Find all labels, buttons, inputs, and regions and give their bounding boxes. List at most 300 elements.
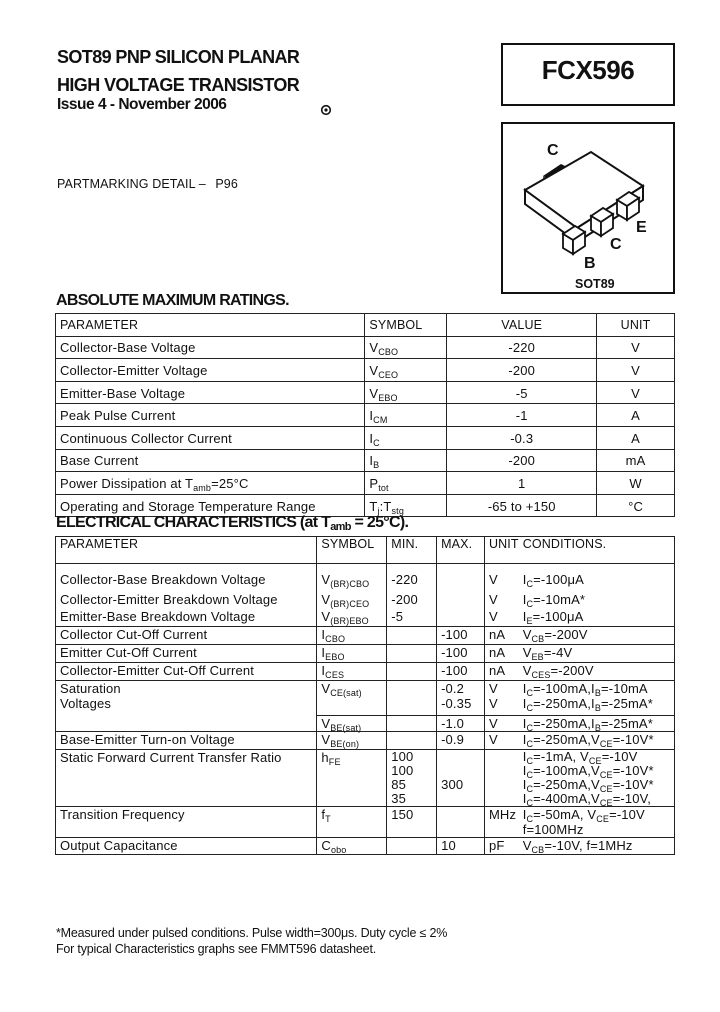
ec-condition-line xyxy=(523,572,670,587)
ec-row xyxy=(56,663,675,681)
ec-condition-line-bs: CE xyxy=(588,756,602,766)
ec-condition-line xyxy=(523,696,670,711)
ec-unit: nA xyxy=(484,645,522,663)
amr-symbol-main-sub: B xyxy=(373,460,380,471)
ec-unit: nA xyxy=(484,663,522,681)
amr-value: -220 xyxy=(447,336,597,359)
amr-symbol xyxy=(365,336,447,359)
ec-unit: V xyxy=(484,716,522,732)
ec-min-line: 85 xyxy=(391,777,407,792)
amr-symbol xyxy=(365,404,447,427)
ec-condition-line-a: I xyxy=(522,777,527,792)
amr-parameter-tail: =25°C xyxy=(211,475,249,491)
ec-symbol-text xyxy=(321,716,361,731)
ec-symbol-text-base: I xyxy=(321,627,326,642)
ec-condition-line-as: CB xyxy=(531,845,545,855)
ec-symbol xyxy=(317,716,387,732)
ec-symbol-text-base: V xyxy=(321,609,331,624)
ec-condition-line-c: =-10V* xyxy=(612,777,654,792)
amr-symbol-main-sub: CBO xyxy=(378,347,399,358)
ec-min: -220 xyxy=(387,564,437,593)
ec-min: -200 xyxy=(387,592,437,609)
amr-row xyxy=(56,381,675,404)
amr-row xyxy=(56,359,675,382)
ec-condition-line-b: =-250mA,V xyxy=(533,732,600,747)
ec-max-line: -0.35 xyxy=(441,696,472,711)
ec-max: -0.9 xyxy=(437,732,485,750)
ec-unit: V xyxy=(484,592,522,609)
ec-conditions xyxy=(523,716,675,732)
ec-unit: V xyxy=(484,564,522,593)
amr-header-row xyxy=(56,314,675,337)
ec-symbol-text-sub: (BR)CBO xyxy=(330,579,370,589)
ec-condition-line-c: =-10V* xyxy=(612,763,654,778)
amr-value: -200 xyxy=(447,359,597,382)
amr-parameter-text: Power Dissipation at T xyxy=(60,475,194,491)
ec-min-line: 35 xyxy=(391,791,407,806)
part-number-box xyxy=(501,43,675,106)
amr-unit: V xyxy=(597,381,675,404)
ec-row-ft xyxy=(56,807,675,838)
amr-header-value: VALUE xyxy=(447,314,597,337)
amr-symbol-main-base: T xyxy=(369,498,378,514)
ec-condition-line-a: I xyxy=(522,592,527,607)
ec-parameter: Emitter Cut-Off Current xyxy=(56,645,317,663)
ec-parameter: Collector-Emitter Breakdown Voltage xyxy=(56,592,317,609)
ec-unit: MHz xyxy=(484,807,522,838)
ec-condition-line-a: I xyxy=(522,696,527,711)
ec-symbol xyxy=(317,627,387,645)
footnote-pulsed: *Measured under pulsed conditions. Pulse width=300μs. Duty cycle ≤ 2% xyxy=(56,926,448,940)
ec-row-hfe xyxy=(56,750,675,807)
ec-symbol-text xyxy=(321,732,359,747)
ec-symbol-text-sub: T xyxy=(325,814,331,824)
ec-condition-line-a: V xyxy=(522,645,532,660)
ec-max xyxy=(437,592,485,609)
ec-symbol-text-base: V xyxy=(321,716,331,731)
amr-symbol-extra-base: :T xyxy=(379,498,392,514)
amr-parameter-text: Collector-Base Voltage xyxy=(60,340,196,356)
ec-row-saturation-ce xyxy=(56,681,675,716)
amr-value: -5 xyxy=(447,381,597,404)
amr-header-parameter: PARAMETER xyxy=(56,314,365,337)
ec-symbol-text xyxy=(321,609,368,624)
ec-row xyxy=(56,627,675,645)
ec-parameter: Transition Frequency xyxy=(56,807,317,838)
ec-title-sub: amb xyxy=(330,521,351,533)
ec-condition-line-b: =-4V xyxy=(543,645,573,660)
ec-symbol-text xyxy=(321,572,369,587)
ec-condition-line-a: I xyxy=(522,609,527,624)
ec-parameter xyxy=(56,681,317,732)
ec-max: -100 xyxy=(437,663,485,681)
ec-condition-line-a: I xyxy=(522,791,527,806)
ec-symbol-text-sub: CE(sat) xyxy=(330,688,362,698)
ec-symbol-text-sub: CBO xyxy=(325,634,346,644)
amr-symbol-main xyxy=(369,386,397,401)
amr-row xyxy=(56,336,675,359)
amr-symbol-main-base: I xyxy=(369,453,374,469)
amr-symbol-main-base: V xyxy=(369,340,379,356)
ec-unit: nA xyxy=(484,627,522,645)
amr-header-symbol: SYMBOL xyxy=(365,314,447,337)
part-number: FCX596 xyxy=(541,55,635,85)
amr-row xyxy=(56,426,675,449)
amr-symbol-main-base: I xyxy=(369,408,374,424)
ec-condition-line-as: C xyxy=(526,599,534,609)
ec-symbol-text-base: h xyxy=(321,750,329,765)
ec-max: -100 xyxy=(437,645,485,663)
amr-symbol-main-base: V xyxy=(369,385,379,401)
ec-condition-line-bs: B xyxy=(594,688,601,698)
ec-symbol xyxy=(317,681,387,716)
amr-value: -65 to +150 xyxy=(447,494,597,517)
ec-condition-line-b: =-10mA* xyxy=(533,592,586,607)
ec-symbol-text-base: V xyxy=(321,592,331,607)
ec-condition-line-b: =-100mA,I xyxy=(533,681,595,696)
ec-min xyxy=(387,681,437,716)
ec-max xyxy=(437,807,485,838)
ec-header-symbol: SYMBOL xyxy=(317,537,387,564)
ec-condition-line-a: I xyxy=(522,572,527,587)
ec-condition-line-as: CB xyxy=(531,634,545,644)
amr-symbol-main-sub: C xyxy=(373,437,380,448)
ec-unit xyxy=(484,681,522,716)
ec-condition-line xyxy=(523,732,670,747)
ec-condition-line xyxy=(523,609,670,624)
pin-label-e: E xyxy=(636,219,647,236)
ec-condition-line-a: I xyxy=(522,732,527,747)
amr-symbol-main xyxy=(369,499,379,514)
amr-parameter xyxy=(56,426,365,449)
ec-condition-line-b: =-200V xyxy=(550,663,594,678)
ec-condition-line-b: =-100μA xyxy=(533,572,584,587)
amr-unit: mA xyxy=(597,449,675,472)
ec-min: 150 xyxy=(387,807,437,838)
amr-parameter-text: Continuous Collector Current xyxy=(60,430,232,446)
amr-row xyxy=(56,449,675,472)
ec-symbol-text-sub: CES xyxy=(325,670,345,680)
ec-symbol-text-base: V xyxy=(321,732,331,747)
ec-condition-line xyxy=(523,807,670,822)
amr-value: -0.3 xyxy=(447,426,597,449)
ec-condition-line-bs: CE xyxy=(599,784,613,794)
ec-title-a: ELECTRICAL CHARACTERISTICS (at T xyxy=(56,514,331,531)
ec-symbol-text-base: V xyxy=(321,572,331,587)
ec-condition-line-bs: B xyxy=(594,723,601,733)
ec-max-line: 300 xyxy=(441,777,464,792)
ec-symbol-text xyxy=(321,645,344,660)
ec-condition-line xyxy=(523,681,670,696)
ec-symbol-text-base: I xyxy=(321,645,326,660)
ec-condition-line-as: C xyxy=(526,688,534,698)
ec-symbol-text-sub: (BR)EBO xyxy=(330,616,369,626)
ec-condition-line-b: =-10V, f=1MHz xyxy=(544,838,633,853)
ec-header-max: MAX. xyxy=(437,537,485,564)
ec-condition-line xyxy=(523,764,670,778)
ec-condition-line-c: =-10V xyxy=(609,807,645,822)
ec-symbol-text-base: f xyxy=(321,807,326,822)
footnote-graphs: For typical Characteristics graphs see FMMT596 datasheet. xyxy=(56,942,376,956)
ec-conditions xyxy=(523,663,675,681)
ec-symbol xyxy=(317,592,387,609)
package-name: SOT89 xyxy=(575,277,615,291)
ec-parameter: Static Forward Current Transfer Ratio xyxy=(56,750,317,807)
ec-unit: V xyxy=(484,609,522,627)
ec-min-line: 100 xyxy=(391,763,414,778)
ec-condition-line-c: =-10V xyxy=(601,749,638,764)
ec-condition-line-as: C xyxy=(526,798,534,808)
ec-condition-line xyxy=(523,663,670,678)
ec-saturation-line-2: Voltages xyxy=(60,696,112,711)
rohs-icon xyxy=(320,104,332,116)
ec-conditions xyxy=(523,627,675,645)
ec-condition-line-b: =-50mA, V xyxy=(533,807,597,822)
package-box xyxy=(501,122,675,294)
partmarking-label: PARTMARKING DETAIL – xyxy=(57,177,206,191)
ec-min xyxy=(387,716,437,732)
ec-unit: V xyxy=(484,732,522,750)
ec-condition-line-b: =-200V xyxy=(544,627,588,642)
ec-row xyxy=(56,564,675,593)
ec-condition-line-bs: B xyxy=(594,703,601,713)
amr-symbol-main xyxy=(369,363,398,378)
amr-symbol-extra xyxy=(377,498,404,516)
ec-conditions xyxy=(523,645,675,663)
ec-parameter: Collector-Emitter Cut-Off Current xyxy=(56,663,317,681)
ec-symbol-text-sub: BE(sat) xyxy=(330,723,362,733)
amr-row xyxy=(56,404,675,427)
ec-condition-line-b: =-250mA,I xyxy=(533,716,595,731)
amr-parameter xyxy=(56,336,365,359)
ec-symbol-text xyxy=(321,750,340,765)
ec-max: -100 xyxy=(437,627,485,645)
ec-conditions xyxy=(523,609,675,627)
ec-conditions xyxy=(523,681,675,716)
ec-conditions xyxy=(523,807,675,838)
ec-symbol-text-base: I xyxy=(321,663,326,678)
ec-min xyxy=(387,663,437,681)
ec-row-cobo xyxy=(56,838,675,855)
ec-condition-line-a: I xyxy=(522,681,527,696)
amr-parameter-sub: amb xyxy=(193,482,212,493)
ec-row xyxy=(56,592,675,609)
ec-condition-line xyxy=(523,838,670,853)
ec-conditions xyxy=(523,750,675,807)
ec-condition-line xyxy=(523,645,670,660)
amr-unit: A xyxy=(597,426,675,449)
ec-header-conditions: CONDITIONS. xyxy=(523,537,675,564)
ec-symbol xyxy=(317,663,387,681)
pin-label-c: C xyxy=(610,236,622,253)
ec-condition-line-as: C xyxy=(526,739,534,749)
amr-symbol-main-base: V xyxy=(369,362,379,378)
ec-symbol xyxy=(317,807,387,838)
ec-condition-line xyxy=(523,750,670,764)
amr-symbol-main-sub: CM xyxy=(373,415,388,426)
ec-condition-line-bs: CE xyxy=(596,814,610,824)
title-line-2: HIGH VOLTAGE TRANSISTOR xyxy=(57,75,300,95)
amr-symbol-main-base: I xyxy=(369,430,374,446)
ec-max-line: -0.2 xyxy=(441,681,465,696)
ec-min xyxy=(387,645,437,663)
ec-symbol-text-sub: obo xyxy=(330,845,347,855)
ec-symbol xyxy=(317,732,387,750)
ec-symbol-text xyxy=(321,663,344,678)
amr-unit: V xyxy=(597,336,675,359)
amr-table xyxy=(55,313,675,517)
amr-parameter-text: Peak Pulse Current xyxy=(60,408,176,424)
ec-condition-line-b: =-250mA,V xyxy=(533,777,600,792)
ec-condition-line-as: C xyxy=(526,579,534,589)
ec-condition-line-b: =-400mA,V xyxy=(533,791,600,806)
ec-condition-line-a: I xyxy=(522,716,527,731)
ec-condition-line-c: =-10V* xyxy=(612,732,654,747)
ec-symbol-text xyxy=(321,627,345,642)
amr-symbol xyxy=(365,359,447,382)
ec-symbol xyxy=(317,645,387,663)
amr-symbol xyxy=(365,472,447,495)
ec-conditions xyxy=(523,564,675,593)
ec-condition-line-c: =-25mA* xyxy=(600,696,653,711)
ec-section-title xyxy=(56,514,408,532)
ec-condition-line-b: =-250mA,I xyxy=(533,696,595,711)
ec-max: -1.0 xyxy=(437,716,485,732)
ec-symbol-text xyxy=(321,807,330,822)
ec-row-turn-on xyxy=(56,732,675,750)
amr-value: -1 xyxy=(447,404,597,427)
ec-condition-line xyxy=(523,778,670,792)
ec-max xyxy=(437,681,485,716)
amr-parameter-text: Emitter-Base Voltage xyxy=(60,385,186,401)
ec-unit-line: V xyxy=(488,681,498,696)
title-line-1: SOT89 PNP SILICON PLANAR xyxy=(57,47,300,67)
ec-symbol-text-base: V xyxy=(321,681,331,696)
ec-row xyxy=(56,609,675,627)
amr-parameter xyxy=(56,359,365,382)
ec-header-row xyxy=(56,537,675,564)
ec-parameter: Emitter-Base Breakdown Voltage xyxy=(56,609,317,627)
ec-condition-line-bs: CE xyxy=(599,739,613,749)
ec-condition-line-bs: CE xyxy=(599,798,613,808)
partmarking-detail xyxy=(57,177,238,191)
amr-unit: A xyxy=(597,404,675,427)
amr-parameter xyxy=(56,472,365,495)
ec-header-parameter: PARAMETER xyxy=(56,537,317,564)
amr-section-title: ABSOLUTE MAXIMUM RATINGS. xyxy=(56,292,289,309)
ec-condition-line-as: E xyxy=(526,616,533,626)
ec-condition-line-as: C xyxy=(526,723,534,733)
amr-symbol-main-sub: tot xyxy=(378,482,389,493)
ec-conditions xyxy=(523,732,675,750)
ec-condition-line-c: =-10mA xyxy=(600,681,648,696)
amr-unit: °C xyxy=(597,494,675,517)
ec-max: 10 xyxy=(437,838,485,855)
ec-min xyxy=(387,627,437,645)
amr-symbol xyxy=(365,426,447,449)
ec-condition-line-b: =-100μA xyxy=(532,609,584,624)
ec-condition-line-b: =-1mA, V xyxy=(533,749,589,764)
ec-condition-line-as: C xyxy=(526,784,534,794)
ec-condition-line-a: V xyxy=(522,627,532,642)
ec-conditions xyxy=(523,838,675,855)
ec-parameter: Collector-Base Breakdown Voltage xyxy=(56,564,317,593)
ec-condition-line-a: V xyxy=(522,838,532,853)
ec-symbol-text xyxy=(321,592,369,607)
ec-max xyxy=(437,609,485,627)
ec-condition-line-as: C xyxy=(526,814,534,824)
ec-symbol xyxy=(317,609,387,627)
ec-symbol xyxy=(317,838,387,855)
amr-parameter-text: Operating and Storage Temperature Range xyxy=(60,498,316,514)
ec-max xyxy=(437,564,485,593)
ec-symbol-text xyxy=(321,681,361,696)
ec-condition-line xyxy=(523,792,670,806)
pin-label-b: B xyxy=(584,255,596,272)
ec-symbol-text-base: C xyxy=(321,838,331,853)
ec-condition-line-a: V xyxy=(522,663,532,678)
ec-symbol-text xyxy=(321,838,346,853)
amr-symbol-main xyxy=(369,476,388,491)
ec-symbol xyxy=(317,750,387,807)
amr-parameter-text: Collector-Emitter Voltage xyxy=(60,362,208,378)
ec-table xyxy=(55,536,675,855)
ec-unit-line: V xyxy=(488,696,498,711)
amr-symbol-main xyxy=(369,408,388,426)
amr-symbol-main xyxy=(369,340,399,358)
ec-min xyxy=(387,732,437,750)
ec-condition-line-bs: CE xyxy=(599,770,613,780)
ec-parameter: Output Capacitance xyxy=(56,838,317,855)
ec-max xyxy=(437,750,485,807)
pin-label-c-top: C xyxy=(547,142,559,159)
ec-condition-line-c: =-10V, xyxy=(612,791,652,806)
amr-value: -200 xyxy=(447,449,597,472)
ec-parameter: Collector Cut-Off Current xyxy=(56,627,317,645)
ec-symbol-text-sub: (BR)CEO xyxy=(330,599,370,609)
ec-conditions xyxy=(523,592,675,609)
ec-condition-line xyxy=(523,592,670,607)
ec-parameter: Base-Emitter Turn-on Voltage xyxy=(56,732,317,750)
ec-header-unit: UNIT xyxy=(484,537,522,564)
ec-unit: pF xyxy=(484,838,522,855)
ec-symbol-text-sub: EBO xyxy=(325,652,345,662)
amr-symbol-main-base: P xyxy=(369,475,379,491)
ec-symbol xyxy=(317,564,387,593)
ec-min-line: 100 xyxy=(391,749,414,764)
ec-symbol-text-sub: BE(on) xyxy=(330,739,360,749)
ec-unit xyxy=(484,750,522,807)
amr-parameter xyxy=(56,404,365,427)
issue-date: Issue 4 - November 2006 xyxy=(57,96,227,113)
ec-condition-line-as: C xyxy=(526,756,534,766)
amr-symbol xyxy=(365,381,447,404)
amr-symbol-main-sub: j xyxy=(377,505,380,516)
amr-parameter xyxy=(56,381,365,404)
ec-condition-line xyxy=(523,627,670,642)
partmarking-value: P96 xyxy=(215,177,238,191)
ec-min xyxy=(387,750,437,807)
ec-condition-line-a: I xyxy=(522,763,527,778)
amr-symbol xyxy=(365,449,447,472)
ec-condition-line-b: =-100mA,V xyxy=(533,763,600,778)
ec-condition-line-as: CES xyxy=(531,670,551,680)
ec-condition-line-c: =-25mA* xyxy=(600,716,653,731)
amr-symbol-main-sub: CEO xyxy=(378,369,399,380)
ec-min: -5 xyxy=(387,609,437,627)
amr-symbol-main xyxy=(369,453,380,471)
ec-title-b: = 25°C). xyxy=(350,514,409,531)
